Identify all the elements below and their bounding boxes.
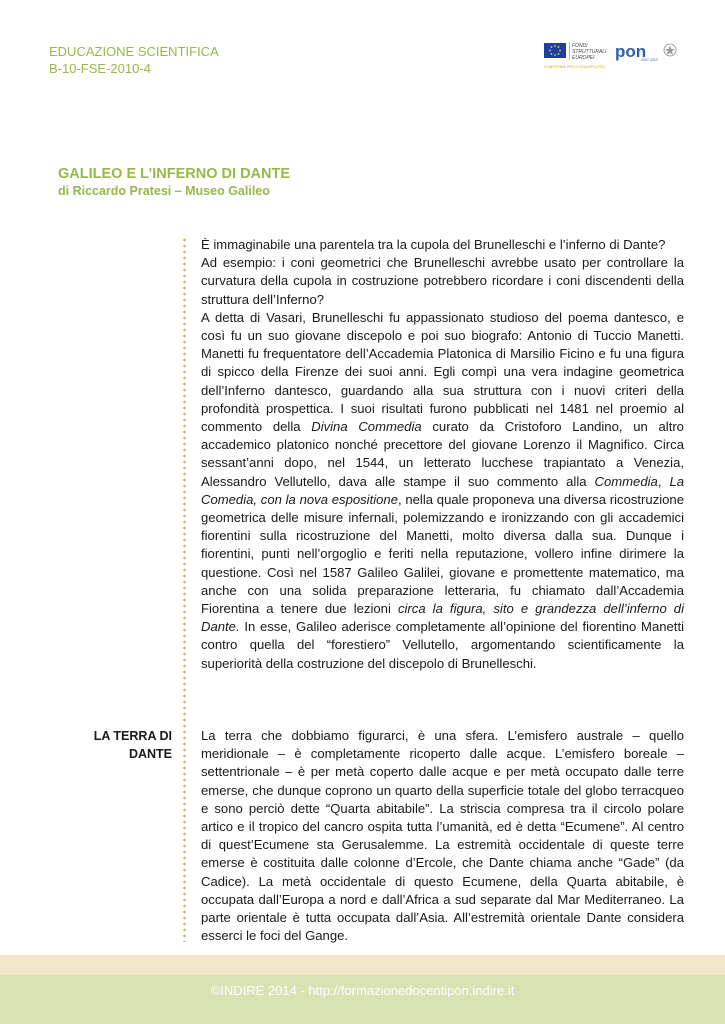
title-la-comedia: La Comedia, con la nova espositione <box>201 473 685 507</box>
pon-wordmark: pon <box>615 42 647 61</box>
intro-section <box>201 236 684 673</box>
dotted-divider <box>183 237 186 942</box>
paragraph-vasari: A detta di Vasari, Brunelleschi fu appassionato studioso del poema dantesco, e così fu un suo giovane discepolo e poi suo biografo: Antonio di Tuccio Manetti. Manetti fu frequentatore dell’Accademia Platonica di Marsilio Ficino e fu una figura di spicco della Firenze dei suoi anni. Egli compì una vera indagine geometrica dell’Inferno dantesco, guardando alla sua struttura con i nuovi criteri della profondità prospettica. I suoi risultati furono pubblicati nel 1481 nel proemio al commento della Divina Commedia curato da Cristoforo Landino, un altro accademico platonico nonché precettore del giovane Lorenzo il Magnifico. Circa sessant’anni dopo, nel 1544, un letterato lucchese trapiantato a Venezia, Alessandro Vellutello, dava alle stampe il suo commento alla Commedia, La Comedia, con la nova espositione, nella quale proponeva una diversa ricostruzione geometrica delle misure infernali, polemizzando e ironizzando con gli accademici fiorentini sulla ricostruzione del Manetti, molto diversa dalla sua. Dunque i fiorentini, punti nell’orgoglio e feriti nella reputazione, vollero infine dirimere la questione. Così nel 1587 Galileo Galilei, giovane e promettente matematico, ma anche con una solida preparazione letteraria, fu chiamato dall’Accademia Fiorentina a tenere due lezioni circa la figura, sito e grandezza dell’inferno di Dante. In esse, Galileo aderisce completamente all’opinione del fiorentino Manetti contro quella del “forestiero” Vellutello, argomentando scientificamente la superiorità della costruzione del discepolo di Brunelleschi. <box>201 309 685 671</box>
header-code: B-10-FSE-2010-4 <box>49 61 151 76</box>
paragraph: Ad esempio: i coni geometrici che Brunelleschi avrebbe usato per controllare la curvatura della cupola in costruzione potrebbero ricordare i coni discendenti della struttura dell’Inferno? <box>201 255 684 307</box>
terra-section <box>201 727 684 945</box>
fondi-line2: STRUTTURALI <box>572 49 607 55</box>
paragraph: La terra che dobbiamo figurarci, è una sfera. L’emisfero australe – quello meridionale – è completamente ricoperto dalle acque. L’emisfero boreale – settentrionale – è per metà coperto dalle acque e per metà occupato dalle terre emerse, che dunque coprono un quarto della superficie totale del globo terracqueo e sono perciò dette “Quarta abitabile”. La striscia compresa tra il circolo polare artico e il tropico del cancro ospita tutta l’umanità, ed è detta “Ecumene”. Al centro di quest’Ecumene sta Gerusalemme. La estremità occidentale di queste terre emerse è costituita dalle colonne d’Ercole, che Dante chiama anche “Gade” (da Cadice). La metà occidentale di questo Ecumene, della Quarta abitabile, è occupata dall’Europa a nord e dall’Africa a sud separate dal Mar Mediterraneo. La parte orientale è tutta occupata dall’Asia. All’estremità orientale Dante considera esserci le foci del Gange. <box>201 728 684 944</box>
article-title: GALILEO E L’INFERNO DI DANTE <box>58 166 291 182</box>
article-heading <box>58 165 290 199</box>
paragraph: È immaginabile una parentela tra la cupola del Brunelleschi e l’inferno di Dante? <box>201 237 666 252</box>
fondi-line1: FONDI <box>572 43 588 49</box>
pon-logo-strip <box>543 40 681 70</box>
header-program <box>49 43 219 77</box>
footer-strip <box>0 955 725 975</box>
footer <box>0 975 725 1024</box>
pon-tagline: COMPETENZE PER LO SVILUPPO (FSE) <box>544 65 605 69</box>
title-lezioni: circa la figura, sito e grandezza dell’inferno di Dante. <box>201 601 684 635</box>
italy-emblem-icon <box>664 44 676 56</box>
fondi-line3: EUROPEI <box>572 55 595 61</box>
section-label: LA TERRA DI DANTE <box>93 729 172 761</box>
footer-copyright: ©INDIRE 2014 - http://formazionedocentipon.indire.it <box>210 983 515 998</box>
article-byline: di Riccardo Pratesi – Museo Galileo <box>58 184 270 198</box>
header-subject: EDUCAZIONE SCIENTIFICA <box>49 44 219 59</box>
pon-years: 2007-2013 <box>641 58 658 62</box>
title-commedia: Commedia <box>594 473 658 489</box>
title-divina-commedia: Divina Commedia <box>311 419 422 435</box>
